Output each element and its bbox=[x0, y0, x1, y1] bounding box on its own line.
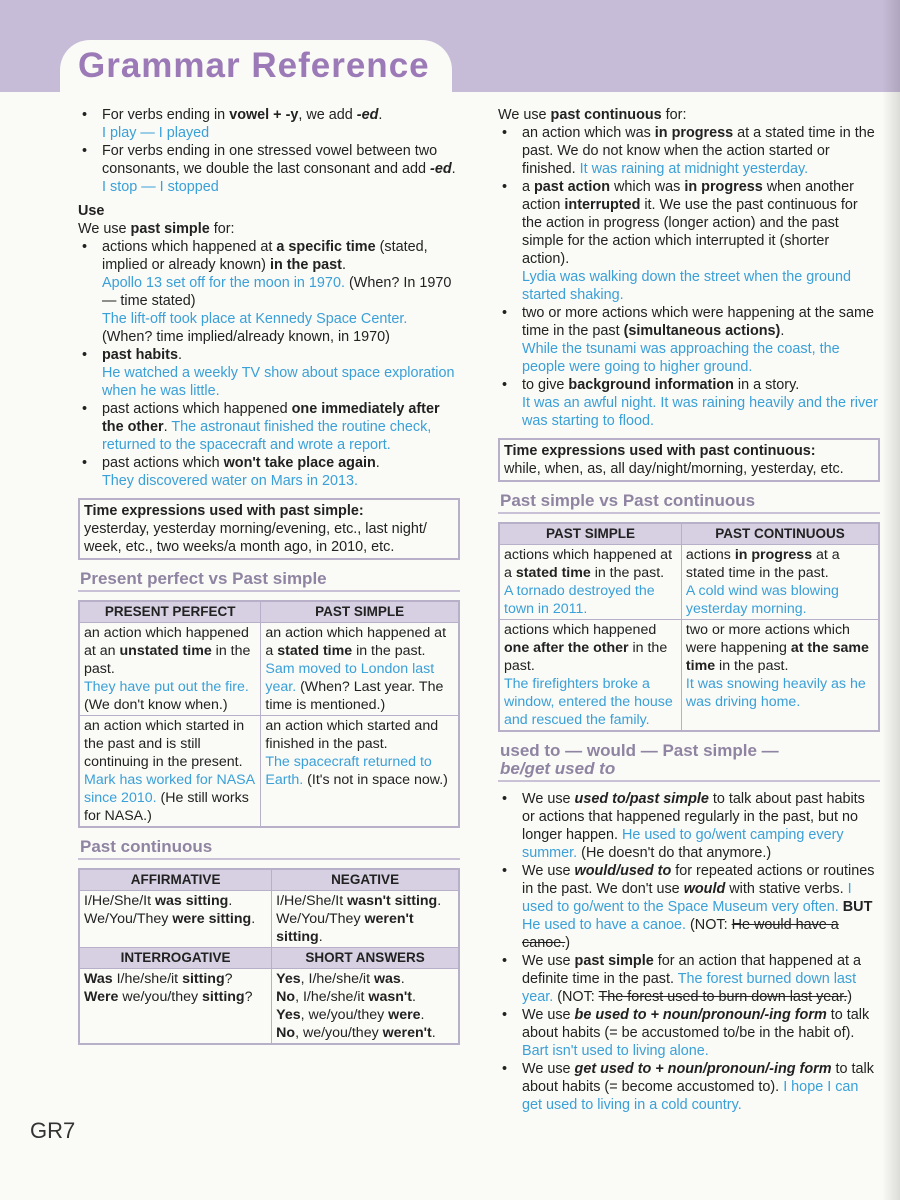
list-item: • two or more actions which were happening at the same time in the past (simultaneous actions). While the tsunami was approaching the coast, the people were going to higher ground. bbox=[498, 304, 880, 376]
page-number: GR7 bbox=[30, 1118, 76, 1143]
list-item: • past actions which won't take place again. They discovered water on Mars in 2013. bbox=[78, 454, 460, 490]
table-row: Was I/he/she/it sitting? Were we/you/they sitting? Yes, I/he/she/it was. No, I/he/she/it wasn't. Yes, we/you/they were. No, we/you/they weren't. bbox=[79, 969, 459, 1045]
table-row: actions which happened one after the other in the past. The firefighters broke a window, entered the house and rescued the family. two or more actions which were happening at the same time in the past. It was snowing heavily as he was driving home. bbox=[499, 620, 879, 732]
list-item: • We use used to/past simple to talk about past habits or actions that happened regularly in the past, but no longer happen. He used to go/went camping every summer. (He doesn't do that anymore.) bbox=[498, 790, 880, 862]
table-row: an action which happened at an unstated time in the past. They have put out the fire. (We don't know when.) an action which happened at a stated time in the past. Sam moved to London last year. (When? Last year. The time is mentioned.) bbox=[79, 623, 459, 716]
table-row: I/He/She/It was sitting. We/You/They were sitting. I/He/She/It wasn't sitting. We/You/They weren't sitting. bbox=[79, 891, 459, 948]
past-simple-vs-continuous-table bbox=[498, 522, 880, 732]
list-item: • We use get used to + noun/pronoun/-ing form to talk about habits (= become accustomed to). I hope I can get used to living in a cold country. bbox=[498, 1060, 880, 1114]
page-title: Grammar Reference bbox=[78, 46, 430, 85]
list-item: • For verbs ending in one stressed vowel between two consonants, we double the last consonant and add -ed. I stop — I stopped bbox=[78, 142, 460, 196]
list-item: • past habits. He watched a weekly TV show about space exploration when he was little. bbox=[78, 346, 460, 400]
use-heading: Use bbox=[78, 203, 105, 219]
column-header: PAST CONTINUOUS bbox=[681, 523, 879, 545]
table-row: actions which happened at a stated time in the past. A tornado destroyed the town in 2011. actions in progress at a stated time in the past. A cold wind was blowing yesterday morning. bbox=[499, 545, 879, 620]
list-item: • to give background information in a story. It was an awful night. It was raining heavily and the river was starting to flood. bbox=[498, 376, 880, 430]
list-item: • a past action which was in progress when another action interrupted it. We use the past continuous for the action in progress (longer action) and the past simple for the action which interrupted it (shorter action). Lydia was walking down the street when the ground started shaking. bbox=[498, 178, 880, 304]
section-heading: Present perfect vs Past simple bbox=[78, 568, 460, 592]
list-item: • We use be used to + noun/pronoun/-ing form to talk about habits (= be accustomed to/be in the habit of). Bart isn't used to living alone. bbox=[498, 1006, 880, 1060]
list-item: • actions which happened at a specific time (stated, implied or already known) in the past. Apollo 13 set off for the moon in 1970. (When? In 1970 — time stated) The lift-off took place at Kennedy Space Center. (When? time implied/already known, in 1970) bbox=[78, 238, 460, 346]
time-expressions-box: Time expressions used with past simple: yesterday, yesterday morning/evening, etc., last night/ week, etc., two weeks/a month ago, in 2010, etc. bbox=[78, 498, 460, 560]
list-item: • past actions which happened one immediately after the other. The astronaut finished the routine check, returned to the spacecraft and wrote a report. bbox=[78, 400, 460, 454]
section-heading: Past continuous bbox=[78, 836, 460, 860]
past-continuous-intro: We use past continuous for: bbox=[498, 107, 687, 123]
column-header: PAST SIMPLE bbox=[261, 601, 459, 623]
table-row: an action which started in the past and is still continuing in the present. Mark has worked for NASA since 2010. (He still works for NASA.) an action which started and finished in the past. The spacecraft returned to Earth. (It's not in space now.) bbox=[79, 716, 459, 828]
list-item: • an action which was in progress at a stated time in the past. We do not know when the action started or finished. It was raining at midnight yesterday. bbox=[498, 124, 880, 178]
page-edge-shadow bbox=[882, 0, 900, 1200]
past-continuous-table bbox=[78, 868, 460, 1045]
right-column bbox=[498, 106, 880, 1114]
column-header: NEGATIVE bbox=[272, 869, 459, 891]
section-heading: used to — would — Past simple — be/get used to bbox=[498, 740, 880, 782]
present-perfect-table bbox=[78, 600, 460, 828]
column-header: INTERROGATIVE bbox=[79, 948, 272, 969]
column-header: PAST SIMPLE bbox=[499, 523, 681, 545]
list-item: • We use past simple for an action that happened at a definite time in the past. The forest burned down last year. (NOT: The forest used to burn down last year.) bbox=[498, 952, 880, 1006]
section-heading: Past simple vs Past continuous bbox=[498, 490, 880, 514]
used-to-list bbox=[498, 790, 880, 1114]
time-expressions-box: Time expressions used with past continuous: while, when, as, all day/night/morning, yesterday, etc. bbox=[498, 438, 880, 482]
column-header: AFFIRMATIVE bbox=[79, 869, 272, 891]
column-header: PRESENT PERFECT bbox=[79, 601, 261, 623]
spelling-list bbox=[78, 106, 460, 196]
use-intro: We use past simple for: bbox=[78, 221, 235, 237]
left-column bbox=[78, 106, 460, 1045]
past-continuous-uses bbox=[498, 124, 880, 430]
past-simple-uses bbox=[78, 238, 460, 490]
column-header: SHORT ANSWERS bbox=[272, 948, 459, 969]
list-item: • We use would/used to for repeated actions or routines in the past. We don't use would with stative verbs. I used to go/went to the Space Museum very often. BUT He used to have a canoe. (NOT: He would have a canoe.) bbox=[498, 862, 880, 952]
list-item: • For verbs ending in vowel + -y, we add -ed. I play — I played bbox=[78, 106, 460, 142]
